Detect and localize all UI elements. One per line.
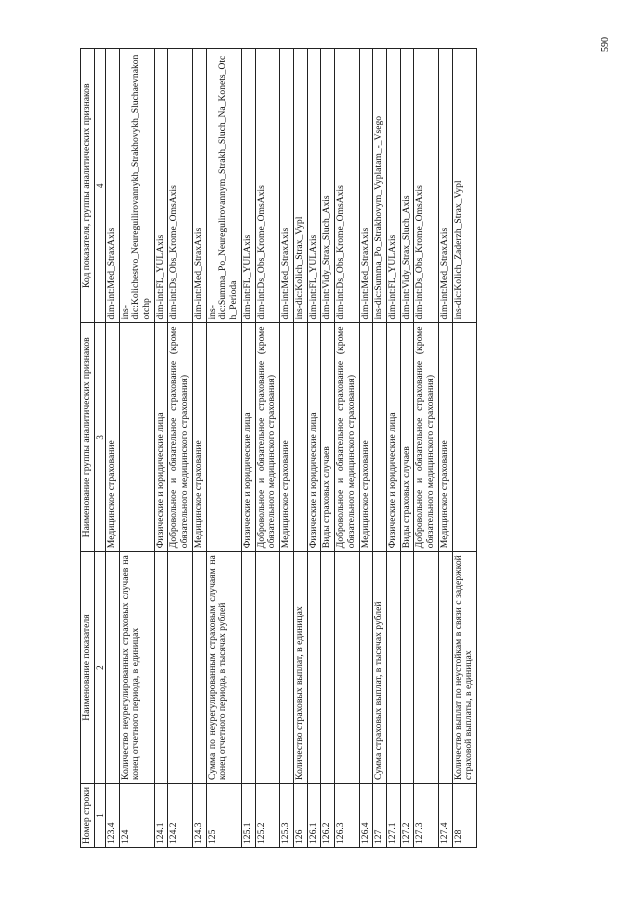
table-row <box>386 49 400 848</box>
row-number-cell: 127.1 <box>386 783 400 847</box>
indicator-name-cell <box>192 552 206 784</box>
code-cell: ins-dic:Kolich_Zaderzh_Strax_Vypl <box>452 49 476 323</box>
table-row <box>192 49 206 848</box>
row-number-cell: 127 <box>373 783 387 847</box>
page-number: 590 <box>600 37 611 52</box>
code-cell: dim-int:Vidy_Strax_Sluch_Axis <box>400 49 414 323</box>
table-row <box>168 49 192 848</box>
table-row <box>154 49 168 848</box>
code-cell: ins-dic:Kolichestvo_Neureguilirovannykh_Strakhovykh_Sluchaevnakonotchp <box>119 49 154 323</box>
code-cell: ins-dic:Kolich_Strax_Vypl <box>293 49 307 323</box>
row-number-cell: 125.2 <box>255 783 279 847</box>
indicator-name-cell: Количество выплат по неустойкам в связи с задержкой страховой выплаты, в единицах <box>452 552 476 784</box>
table-row <box>307 49 321 848</box>
group-name-cell <box>452 323 476 552</box>
row-number-cell: 124.1 <box>154 783 168 847</box>
group-name-cell: Медицинское страхование <box>438 323 452 552</box>
code-cell: dim-int:Med_StraxAxis <box>105 49 119 323</box>
column-number-row <box>94 49 105 848</box>
table-header-row <box>81 49 95 848</box>
table-row <box>255 49 279 848</box>
group-name-cell <box>293 323 307 552</box>
row-number-cell: 127.4 <box>438 783 452 847</box>
group-name-cell: Добровольное и обязательное страхование (кроме обязательного медицинского страхования) <box>168 323 192 552</box>
indicator-name-cell <box>321 552 335 784</box>
indicator-name-cell <box>168 552 192 784</box>
indicator-name-cell <box>307 552 321 784</box>
indicator-table <box>80 48 477 848</box>
code-cell: dim-int:Med_StraxAxis <box>280 49 294 323</box>
group-name-cell: Медицинское страхование <box>280 323 294 552</box>
row-number-cell: 125.3 <box>280 783 294 847</box>
indicator-name-cell: Сумма страховых выплат, в тысячах рублей <box>373 552 387 784</box>
row-number-cell: 126.1 <box>307 783 321 847</box>
group-name-cell: Добровольное и обязательное страхование (кроме обязательного медицинского страхования) <box>255 323 279 552</box>
table-row <box>206 49 241 848</box>
row-number-cell: 127.2 <box>400 783 414 847</box>
code-cell: dim-int:FL_YULAxis <box>386 49 400 323</box>
code-cell: dim-int:Med_StraxAxis <box>438 49 452 323</box>
column-number: 4 <box>94 49 105 323</box>
indicator-name-cell <box>241 552 255 784</box>
code-cell: dim-int:Ds_Obs_Krome_OmsAxis <box>168 49 192 323</box>
column-number: 1 <box>94 783 105 847</box>
indicator-name-cell <box>280 552 294 784</box>
indicator-name-cell <box>438 552 452 784</box>
indicator-name-cell: Количество страховых выплат, в единицах <box>293 552 307 784</box>
group-name-cell <box>206 323 241 552</box>
code-cell: dim-int:FL_YULAxis <box>154 49 168 323</box>
code-cell: dim-int:Ds_Obs_Krome_OmsAxis <box>414 49 438 323</box>
table-row <box>414 49 438 848</box>
row-number-cell: 124 <box>119 783 154 847</box>
group-name-cell: Добровольное и обязательное страхование (кроме обязательного медицинского страхования) <box>414 323 438 552</box>
group-name-cell: Физические и юридические лица <box>307 323 321 552</box>
row-number-cell: 128 <box>452 783 476 847</box>
table-row <box>321 49 335 848</box>
code-cell: dim-int:Ds_Obs_Krome_OmsAxis <box>255 49 279 323</box>
row-number-cell: 126 <box>293 783 307 847</box>
indicator-name-cell <box>154 552 168 784</box>
row-number-cell: 125 <box>206 783 241 847</box>
code-cell: ins-dic:Summa_Po_Neuregulirovannym_Strakh_Sluch_Na_Konets_Otch_Perioda <box>206 49 241 323</box>
table-row <box>119 49 154 848</box>
indicator-name-cell <box>400 552 414 784</box>
table-row <box>359 49 373 848</box>
code-cell: dim-int:Med_StraxAxis <box>359 49 373 323</box>
indicator-name-cell: Количество неурегулированных страховых случаев на конец отчетного периода, в единицах <box>119 552 154 784</box>
group-name-cell <box>373 323 387 552</box>
header-indicator-name: Наименование показателя <box>81 552 95 784</box>
indicator-name-cell <box>414 552 438 784</box>
table-row <box>452 49 476 848</box>
indicator-name-cell <box>335 552 359 784</box>
group-name-cell: Физические и юридические лица <box>386 323 400 552</box>
table-body <box>105 49 476 848</box>
group-name-cell: Медицинское страхование <box>359 323 373 552</box>
column-number: 2 <box>94 552 105 784</box>
row-number-cell: 126.3 <box>335 783 359 847</box>
group-name-cell: Виды страховых случаев <box>400 323 414 552</box>
row-number-cell: 125.1 <box>241 783 255 847</box>
row-number-cell: 124.3 <box>192 783 206 847</box>
group-name-cell: Виды страховых случаев <box>321 323 335 552</box>
column-number: 3 <box>94 323 105 552</box>
header-group-name: Наименование группы аналитических признаков <box>81 323 95 552</box>
row-number-cell: 124.2 <box>168 783 192 847</box>
group-name-cell <box>119 323 154 552</box>
code-cell: ins-dic:Summa_Po_Strakhovym_Vyplatam_-_Vsego <box>373 49 387 323</box>
code-cell: dim-int:Ds_Obs_Krome_OmsAxis <box>335 49 359 323</box>
row-number-cell: 126.4 <box>359 783 373 847</box>
table-row <box>241 49 255 848</box>
code-cell: dim-int:Vidy_Strax_Sluch_Axis <box>321 49 335 323</box>
table-row <box>105 49 119 848</box>
indicator-name-cell <box>359 552 373 784</box>
code-cell: dim-int:FL_YULAxis <box>307 49 321 323</box>
row-number-cell: 126.2 <box>321 783 335 847</box>
row-number-cell: 127.3 <box>414 783 438 847</box>
group-name-cell: Физические и юридические лица <box>241 323 255 552</box>
row-number-cell: 123.4 <box>105 783 119 847</box>
table-row <box>373 49 387 848</box>
table-row <box>293 49 307 848</box>
header-code: Код показателя, группы аналитических признаков <box>81 49 95 323</box>
code-cell: dim-int:Med_StraxAxis <box>192 49 206 323</box>
rotated-page <box>80 48 604 848</box>
group-name-cell: Физические и юридические лица <box>154 323 168 552</box>
table-row <box>335 49 359 848</box>
table-row <box>400 49 414 848</box>
indicator-name-cell <box>105 552 119 784</box>
table-row <box>280 49 294 848</box>
header-row-number: Номер строки <box>81 783 95 847</box>
group-name-cell: Медицинское страхование <box>105 323 119 552</box>
group-name-cell: Медицинское страхование <box>192 323 206 552</box>
indicator-name-cell <box>386 552 400 784</box>
group-name-cell: Добровольное и обязательное страхование (кроме обязательного медицинского страхования) <box>335 323 359 552</box>
table-row <box>438 49 452 848</box>
indicator-name-cell: Сумма по неурегулированным страховым случаям на конец отчетного периода, в тысячах рублей <box>206 552 241 784</box>
code-cell: dim-int:FL_YULAxis <box>241 49 255 323</box>
indicator-name-cell <box>255 552 279 784</box>
